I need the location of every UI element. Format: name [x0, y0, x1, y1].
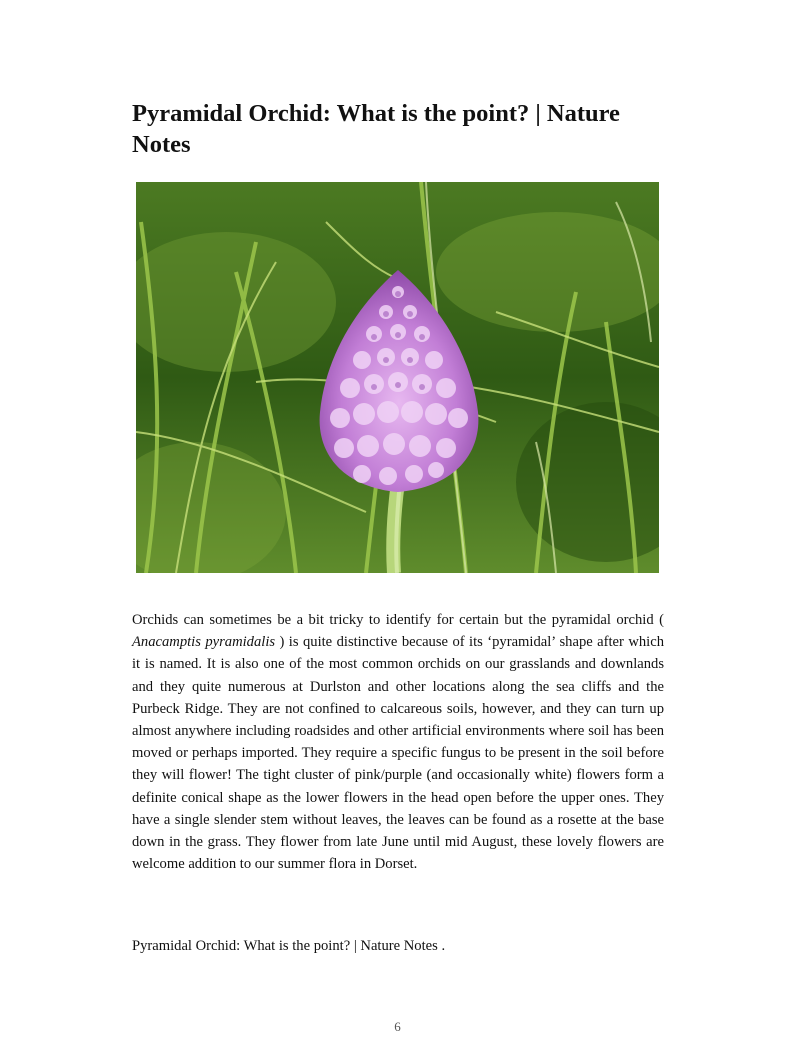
paragraph-body: ) is quite distinctive because of its ‘pyramidal’ shape after which it is named. It is also one of the most common orchids on our grasslands and downlands and they quite numerous at Durlston and other locations along the sea cliffs and the Purbeck Ridge. They are not confined to calcareous soils, however, and they can turn up almost anywhere including roadsides and other artificial environments where soil has been moved or perhaps imported. They require a specific fungus to be present in the soil before they will flower! The tight cluster of pink/purple (and occasionally white) flowers form a definite conical shape as the lower flowers in the head open before the upper ones. They have a single slender stem without leaves, the leaves can be found as a rosette at the base down in the grass. They flower from late June until mid August, these lovely flowers are welcome addition to our summer flora in Dorset. — [132, 634, 664, 873]
species-name: Anacamptis pyramidalis — [132, 634, 276, 651]
source-link[interactable]: Pyramidal Orchid: What is the point? | Nature Notes . — [132, 938, 446, 954]
page-title: Pyramidal Orchid: What is the point? | Nature Notes — [132, 100, 620, 158]
paragraph-intro: Orchids can sometimes be a bit tricky to identify for certain but the pyramidal orchid ( — [132, 612, 664, 628]
page-number: 6 — [394, 1019, 401, 1034]
orchid-photo — [136, 182, 659, 573]
article-paragraph — [132, 609, 664, 875]
